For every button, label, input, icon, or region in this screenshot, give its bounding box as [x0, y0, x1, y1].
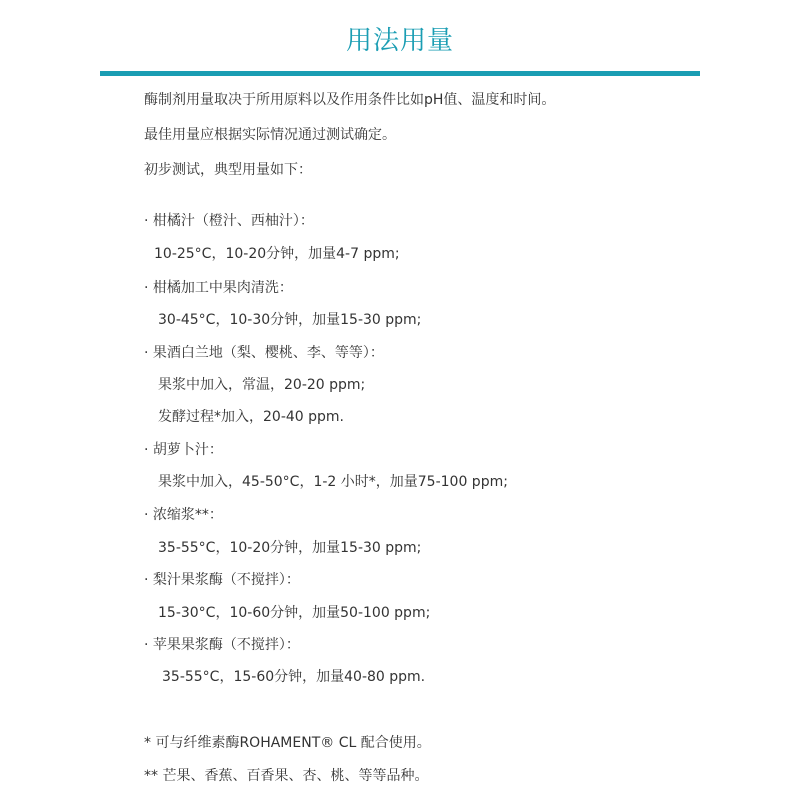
item-detail: 15-30°C，10-60分钟，加量50-100 ppm;: [158, 605, 431, 621]
item-detail: 30-45°C，10-30分钟，加量15-30 ppm;: [158, 312, 422, 328]
intro-line-2: 最佳用量应根据实际情况通过测试确定。: [144, 127, 396, 143]
item-heading-pulp-wash: · 柑橘加工中果肉清洗：: [144, 280, 293, 296]
footnote-1: * 可与纤维素酶ROHAMENT® CL 配合使用。: [144, 735, 431, 751]
title-underline: [100, 71, 700, 76]
item-detail: 35-55°C，10-20分钟，加量15-30 ppm;: [158, 540, 422, 556]
item-detail: 发酵过程*加入，20-40 ppm.: [158, 409, 344, 425]
item-heading-carrot-juice: · 胡萝卜汁：: [144, 442, 223, 458]
item-heading-apple-mash: · 苹果果浆酶（不搅拌）：: [144, 637, 300, 653]
item-detail: 35-55°C，15-60分钟，加量40-80 ppm.: [162, 669, 426, 685]
item-heading-orange-juice: · 柑橘汁（橙汁、西柚汁）：: [144, 213, 314, 229]
intro-line-3: 初步测试，典型用量如下：: [144, 162, 312, 178]
item-heading-pear-mash: · 梨汁果浆酶（不搅拌）：: [144, 572, 300, 588]
item-heading-concentrate: · 浓缩浆**：: [144, 507, 223, 523]
item-detail: 10-25°C，10-20分钟，加量4-7 ppm;: [154, 246, 400, 262]
item-heading-fruit-brandy: · 果酒白兰地（梨、樱桃、李、等等）：: [144, 345, 384, 361]
item-detail: 果浆中加入，45-50°C，1-2 小时*，加量75-100 ppm;: [158, 474, 508, 490]
item-detail: 果浆中加入，常温，20-20 ppm;: [158, 377, 366, 393]
intro-line-1: 酶制剂用量取决于所用原料以及作用条件比如pH值、温度和时间。: [144, 92, 556, 108]
page-title: 用法用量: [345, 26, 454, 56]
footnote-2: ** 芒果、香蕉、百香果、杏、桃、等等品种。: [144, 768, 429, 784]
